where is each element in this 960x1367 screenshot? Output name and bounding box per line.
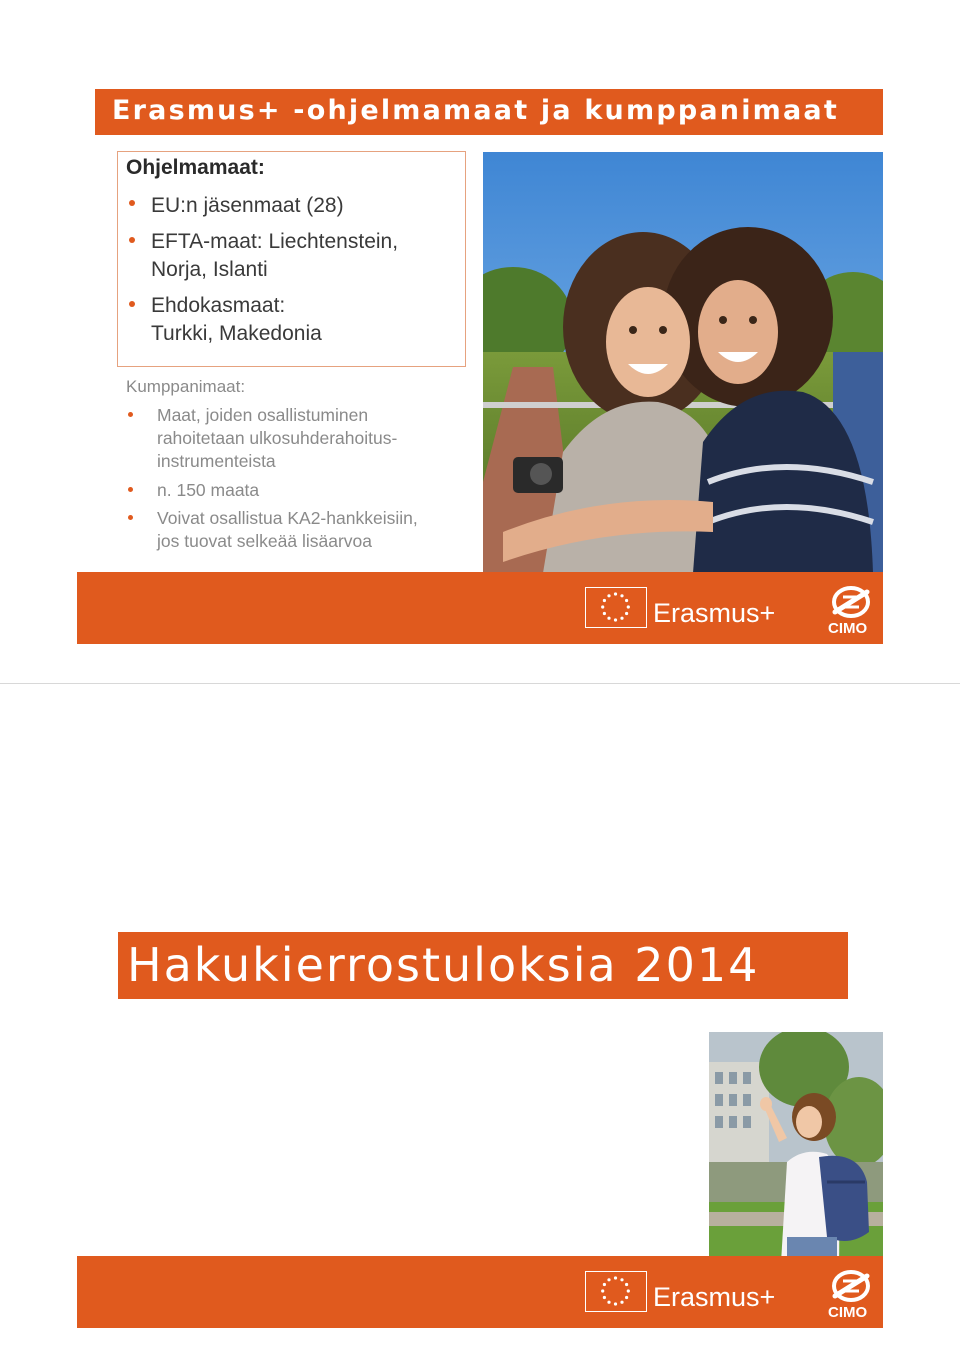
partner-item-1-line-3: instrumenteista: [157, 451, 276, 471]
partner-item-3-line-2: jos tuovat selkeää lisäarvoa: [157, 531, 372, 551]
slide-1-title-bar: [95, 89, 883, 135]
slide-1-footer: [77, 572, 883, 644]
program-item-2-line-1: EFTA-maat: Liechtenstein,: [151, 230, 399, 253]
partner-countries-heading: Kumppanimaat:: [126, 377, 246, 396]
bullet-icon: [128, 515, 133, 520]
slide-2-footer: [77, 1256, 883, 1328]
slide-1-title: Erasmus+ -ohjelmamaat ja kumppanimaat: [112, 95, 839, 126]
partner-item-1-line-1: Maat, joiden osallistuminen: [157, 405, 369, 425]
student-waving-photo: [709, 1032, 883, 1263]
erasmus-plus-logo: Erasmus+: [653, 598, 776, 628]
cimo-logo-text: CIMO: [828, 620, 868, 637]
program-item-1-line-1: EU:n jäsenmaat (28): [151, 194, 344, 217]
bullet-icon: [129, 301, 135, 307]
erasmus-plus-logo: Erasmus+: [653, 1282, 776, 1312]
cimo-logo-icon: [829, 1269, 873, 1303]
eu-flag-icon: [585, 587, 647, 628]
partner-item-3-line-1: Voivat osallistua KA2-hankkeisiin,: [157, 508, 418, 528]
cimo-logo-text: CIMO: [828, 1304, 868, 1321]
program-item-3-line-2: Turkki, Makedonia: [151, 322, 322, 345]
eu-flag-icon: [585, 1271, 647, 1312]
program-countries-heading: Ohjelmamaat:: [126, 156, 265, 179]
slide-1: [0, 0, 960, 683]
program-item-3-line-1: Ehdokasmaat:: [151, 294, 286, 317]
partner-item-1-line-2: rahoitetaan ulkosuhderahoitus-: [157, 428, 398, 448]
partner-item-2-line-1: n. 150 maata: [157, 480, 260, 500]
two-students-photo: [483, 152, 883, 573]
program-countries-box: [117, 151, 466, 367]
slide-2: [0, 684, 960, 1367]
bullet-icon: [128, 412, 133, 417]
bullet-icon: [128, 487, 133, 492]
cimo-logo-icon: [829, 585, 873, 619]
slide-2-title-bar: [118, 932, 848, 999]
bullet-icon: [129, 237, 135, 243]
slide-2-title: Hakukierrostuloksia 2014: [127, 938, 760, 992]
bullet-icon: [129, 200, 135, 206]
program-item-2-line-2: Norja, Islanti: [151, 258, 268, 281]
